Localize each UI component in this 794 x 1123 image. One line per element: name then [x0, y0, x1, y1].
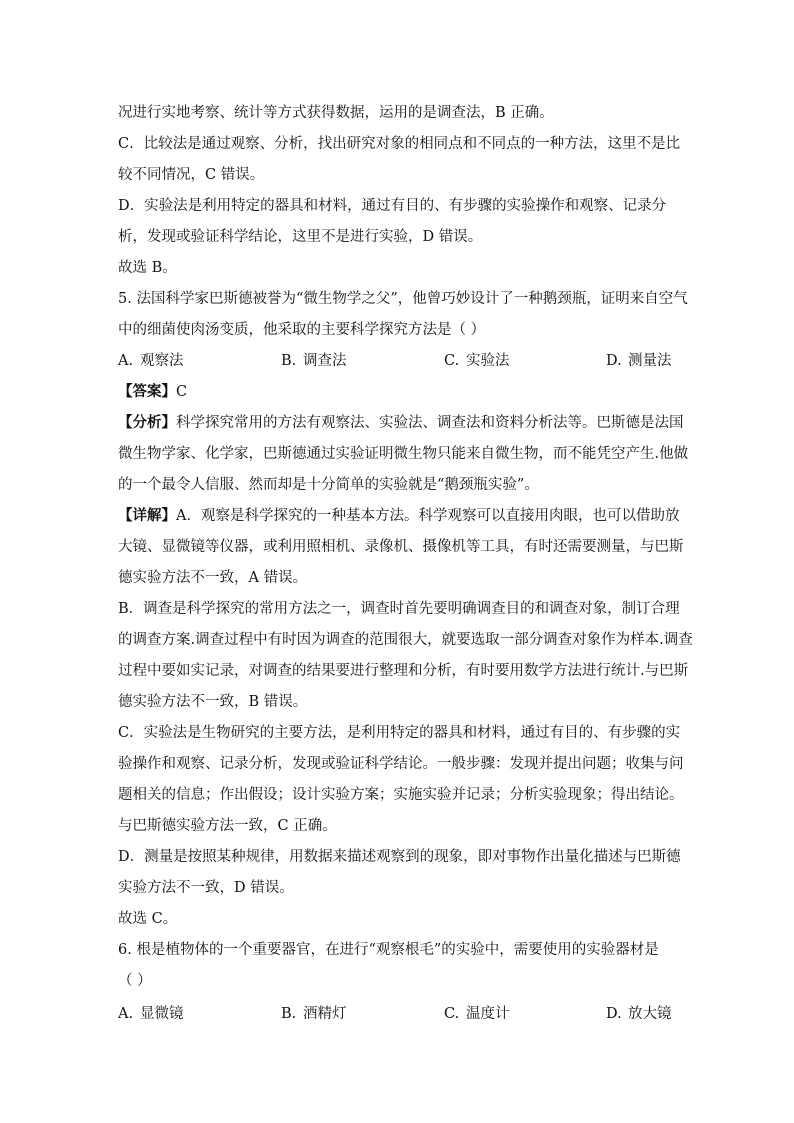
q5-options: [118, 351, 678, 371]
q6-options: [118, 1004, 678, 1024]
q5-detail: 【详解】A．观察是科学探究的一种基本方法。科学观察可以直接用肉眼，也可以借助放: [118, 507, 680, 524]
q5-option-b-explanation: B．调查是科学探究的常用方法之一，调查时首先要明确调查目的和调查对象，制订合理: [118, 601, 680, 617]
q6-option-c: C. 温度计: [444, 1006, 510, 1022]
q5-option-d-explanation: D．测量是按照某种规律，用数据来描述观察到的现象，即对事物作出量化描述与巴斯德: [118, 849, 681, 865]
q5-option-b-explanation-cont: 过程中要如实记录，对调查的结果要进行整理和分析，有时要用数学方法进行统计.与巴斯: [118, 663, 689, 679]
q5-option-b-explanation-cont: 的调查方案.调查过程中有时因为调查的范围很大，就要选取一部分调查对象作为样本.调查: [118, 632, 693, 648]
q5-stem: 5. 法国科学家巴斯德被誉为“微生物学之父”，他曾巧妙设计了一种鹅颈瓶，证明来自空气: [118, 291, 688, 307]
q5-conclusion: 故选 C。: [118, 911, 178, 927]
q6-option-a: A. 显微镜: [118, 1006, 184, 1022]
q5-stem-cont: 中的细菌使肉汤变质，他采取的主要科学探究方法是（ ）: [118, 322, 486, 338]
q5-option-c-explanation-cont: 与巴斯德实验方法一致，C 正确。: [118, 818, 337, 834]
q5-analysis: 【分析】科学探究常用的方法有观察法、实验法、调查法和资料分析法等。巴斯德是法国: [118, 414, 684, 431]
q4-conclusion: 故选 B。: [118, 260, 177, 276]
q4-explanation-line: 况进行实地考察、统计等方式获得数据，运用的是调查法，B 正确。: [118, 105, 554, 121]
q6-stem-cont: （ ）: [118, 973, 152, 989]
q6-option-d: D. 放大镜: [606, 1006, 672, 1022]
analysis-tag: 【分析】: [118, 414, 176, 431]
q4-option-d-explanation: D．实验法是利用特定的器具和材料，通过有目的、有步骤的实验操作和观察、记录分: [118, 198, 667, 214]
detail-tag: 【详解】: [118, 507, 176, 524]
q5-option-a: A. 观察法: [118, 353, 184, 369]
q5-option-c-explanation: C．实验法是生物研究的主要方法，是利用特定的器具和材料，通过有目的、有步骤的实: [118, 725, 681, 741]
answer-tag: 【答案】: [118, 383, 176, 400]
q5-analysis-cont: 的一个最令人信服、然而却是十分简单的实验就是“鹅颈瓶实验”。: [118, 477, 539, 493]
q4-option-d-explanation-cont: 析，发现或验证科学结论，这里不是进行实验，D 错误。: [118, 229, 483, 245]
q5-detail-cont: 德实验方法不一致，A 错误。: [118, 570, 308, 586]
q5-option-c-explanation-cont: 题相关的信息；作出假设；设计实验方案；实施实验并记录；分析实验现象；得出结论。: [118, 787, 684, 803]
q5-option-d-explanation-cont: 实验方法不一致，D 错误。: [118, 880, 294, 896]
answer-value: C: [176, 384, 188, 400]
q5-analysis-cont: 微生物学家、化学家，巴斯德通过实验证明微生物只能来自微生物，而不能凭空产生.他做: [118, 446, 689, 462]
q5-option-d: D. 测量法: [606, 353, 672, 369]
q4-option-c-explanation-cont: 较不同情况，C 错误。: [118, 167, 265, 183]
q6-option-b: B. 酒精灯: [281, 1006, 347, 1022]
q5-option-c-explanation-cont: 验操作和观察、记录分析，发现或验证科学结论。一般步骤：发现并提出问题；收集与问: [118, 756, 684, 772]
q5-option-b-explanation-cont: 德实验方法不一致，B 错误。: [118, 694, 308, 710]
q6-stem: 6. 根是植物体的一个重要器官，在进行“观察根毛”的实验中，需要使用的实验器材是: [118, 942, 659, 958]
q5-option-b: B. 调查法: [281, 353, 347, 369]
q5-detail-cont: 大镜、显微镜等仪器，或利用照相机、录像机、摄像机等工具，有时还需要测量，与巴斯: [118, 539, 684, 555]
q5-option-c: C. 实验法: [444, 353, 510, 369]
q4-option-c-explanation: C．比较法是通过观察、分析，找出研究对象的相同点和不同点的一种方法，这里不是比: [118, 136, 681, 152]
q5-answer: [118, 382, 678, 402]
